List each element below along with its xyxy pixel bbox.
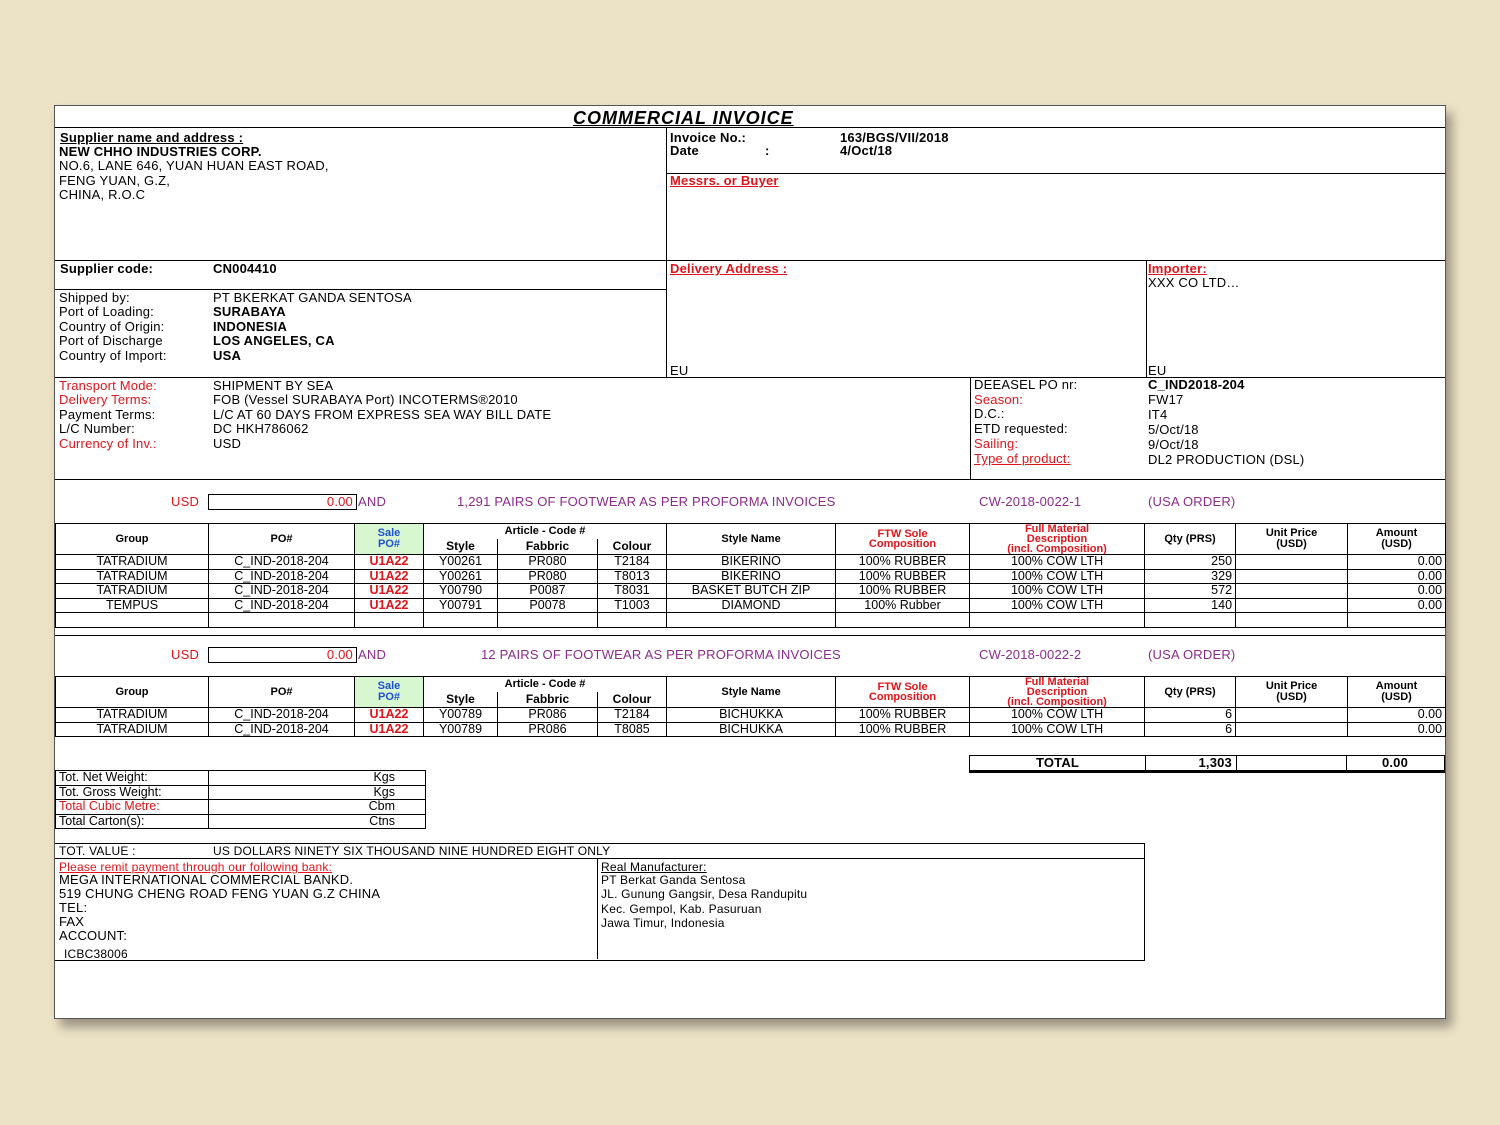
section1-amount: 0.00 (326, 494, 353, 509)
section2-and: AND (358, 647, 387, 662)
supplier-heading: Supplier name and address : (60, 130, 244, 145)
tot-value-label: TOT. VALUE : (59, 844, 136, 858)
cell-amount: 0.00 (1348, 555, 1446, 570)
weight-unit: Ctns (209, 814, 426, 829)
cell-qty: 329 (1145, 569, 1236, 584)
weight-unit: Cbm (209, 800, 426, 815)
weight-row (56, 800, 426, 815)
season-label: Season: (974, 392, 1024, 407)
etd: 5/Oct/18 (1148, 422, 1199, 437)
weight-label: Total Cubic Metre: (56, 800, 209, 815)
header-group: Group (56, 677, 209, 708)
pod: LOS ANGELES, CA (213, 333, 335, 348)
header-style-name: Style Name (667, 524, 836, 555)
cell-colour: T2184 (598, 555, 667, 570)
cell-style: Y00789 (424, 708, 498, 723)
supplier-name: NEW CHHO INDUSTRIES CORP. (59, 144, 262, 159)
section1-and: AND (358, 494, 387, 509)
cell-colour: T8013 (598, 569, 667, 584)
items-table-2 (55, 676, 1446, 737)
cell-sole: 100% RUBBER (836, 555, 970, 570)
weight-row (56, 771, 426, 786)
total-label: TOTAL (1035, 755, 1080, 770)
supplier-address-2: FENG YUAN, G.Z, (59, 173, 171, 188)
manufacturer-heading: Real Manufacturer: (601, 860, 707, 874)
header-qty: Qty (PRS) (1145, 524, 1236, 555)
cell-style: Y00261 (424, 555, 498, 570)
header-sale-po: Sale PO# (355, 524, 424, 555)
cell-sale: U1A22 (355, 584, 424, 599)
cell-style: Y00261 (424, 569, 498, 584)
dc: IT4 (1148, 407, 1168, 422)
import-country: USA (213, 348, 242, 363)
cell-amount: 0.00 (1348, 722, 1446, 737)
import-label: Country of Import: (59, 348, 167, 363)
cell-material: 100% COW LTH (970, 708, 1145, 723)
section2-amount: 0.00 (326, 647, 353, 662)
pol-label: Port of Loading: (59, 304, 154, 319)
cell-group: TEMPUS (56, 598, 209, 613)
cell-sole: 100% RUBBER (836, 569, 970, 584)
section1-currency: USD (171, 494, 200, 509)
cell-style-name: BICHUKKA (667, 708, 836, 723)
manufacturer-name: PT Berkat Ganda Sentosa (601, 873, 746, 887)
transport-mode: SHIPMENT BY SEA (213, 378, 334, 393)
cell-group: TATRADIUM (56, 569, 209, 584)
invoice-no: 163/BGS/VII/2018 (840, 130, 949, 145)
section1-description: 1,291 PAIRS OF FOOTWEAR AS PER PROFORMA INVOICES (457, 494, 836, 509)
cell-fabric: P0087 (498, 584, 598, 599)
section1-order: (USA ORDER) (1148, 494, 1236, 509)
bank-account-label: ACCOUNT: (59, 928, 128, 943)
supplier-code-label: Supplier code: (60, 261, 154, 276)
cell-po: C_IND-2018-204 (209, 598, 355, 613)
table-row (56, 555, 1446, 570)
bank-name: MEGA INTERNATIONAL COMMERCIAL BANKD. (59, 872, 354, 887)
cell-sole: 100% RUBBER (836, 722, 970, 737)
cell-fabric: P0078 (498, 598, 598, 613)
cell-style-name: BIKERINO (667, 569, 836, 584)
importer-label: Importer: (1148, 261, 1207, 276)
header-unit-price: Unit Price (USD) (1236, 524, 1348, 555)
header-colour: Colour (598, 692, 667, 707)
delivery-terms-label: Delivery Terms: (59, 392, 152, 407)
header-article: Article - Code # (424, 524, 667, 540)
origin-label: Country of Origin: (59, 319, 165, 334)
cell-style-name: BIKERINO (667, 555, 836, 570)
origin: INDONESIA (213, 319, 288, 334)
cell-style-name: DIAMOND (667, 598, 836, 613)
cell-style: Y00789 (424, 722, 498, 737)
table-row (56, 584, 1446, 599)
sailing: 9/Oct/18 (1148, 437, 1199, 452)
header-material: Full Material Description (incl. Composition) (970, 524, 1145, 555)
manufacturer-line-1: JL. Gunung Gangsir, Desa Randupitu (601, 887, 808, 901)
manufacturer-line-3: Jawa Timur, Indonesia (601, 916, 725, 930)
bank-tel: TEL: (59, 900, 88, 915)
section2-order: (USA ORDER) (1148, 647, 1236, 662)
header-material: Full Material Description (incl. Composition) (970, 677, 1145, 708)
cell-colour: T8031 (598, 584, 667, 599)
cell-sale: U1A22 (355, 722, 424, 737)
header-ftw-sole: FTW Sole Composition (836, 524, 970, 555)
dc-label: D.C.: (974, 406, 1005, 421)
cell-sale: U1A22 (355, 555, 424, 570)
weights-table (55, 770, 426, 829)
cell-fabric: PR086 (498, 722, 598, 737)
cell-style-name: BICHUKKA (667, 722, 836, 737)
cell-fabric: PR080 (498, 555, 598, 570)
section2-ref: CW-2018-0022-2 (979, 647, 1082, 662)
header-sale-po: Sale PO# (355, 677, 424, 708)
total-row (969, 755, 1445, 773)
header-style-name: Style Name (667, 677, 836, 708)
weight-label: Tot. Net Weight: (56, 771, 209, 786)
manufacturer-line-2: Kec. Gempol, Kab. Pasuruan (601, 902, 762, 916)
section2-currency: USD (171, 647, 200, 662)
weight-row (56, 814, 426, 829)
bank-heading: Please remit payment through our following bank: (59, 860, 333, 874)
table-row (56, 569, 1446, 584)
shipped-by: PT BKERKAT GANDA SENTOSA (213, 290, 412, 305)
header-amount: Amount (USD) (1348, 524, 1446, 555)
cell-unit (1236, 584, 1348, 599)
lc-label: L/C Number: (59, 421, 135, 436)
header-style: Style (424, 539, 498, 554)
invoice-no-label: Invoice No.: (670, 130, 747, 145)
po-number: C_IND2018-204 (1148, 377, 1245, 392)
payment-terms: L/C AT 60 DAYS FROM EXPRESS SEA WAY BILL DATE (213, 407, 552, 422)
lc-number: DC HKH786062 (213, 421, 309, 436)
cell-unit (1236, 569, 1348, 584)
header-article: Article - Code # (424, 677, 667, 693)
po-label: DEEASEL PO nr: (974, 377, 1078, 392)
date-colon: : (765, 143, 770, 158)
cell-po: C_IND-2018-204 (209, 708, 355, 723)
cell-unit (1236, 555, 1348, 570)
cell-fabric: PR080 (498, 569, 598, 584)
cell-amount: 0.00 (1348, 569, 1446, 584)
cell-material: 100% COW LTH (970, 555, 1145, 570)
cell-group: TATRADIUM (56, 555, 209, 570)
cell-sale: U1A22 (355, 598, 424, 613)
buyer-label: Messrs. or Buyer (670, 173, 779, 188)
cell-po: C_IND-2018-204 (209, 722, 355, 737)
cell-style-name: BASKET BUTCH ZIP (667, 584, 836, 599)
cell-amount: 0.00 (1348, 584, 1446, 599)
cell-colour: T1003 (598, 598, 667, 613)
section1-ref: CW-2018-0022-1 (979, 494, 1082, 509)
header-colour: Colour (598, 539, 667, 554)
header-amount: Amount (USD) (1348, 677, 1446, 708)
table-row (56, 708, 1446, 723)
delivery-region: EU (670, 363, 689, 378)
importer-region: EU (1148, 363, 1167, 378)
tot-value: US DOLLARS NINETY SIX THOUSAND NINE HUNDRED EIGHT ONLY (213, 844, 611, 858)
total-qty: 1,303 (1198, 755, 1232, 770)
shipped-by-label: Shipped by: (59, 290, 130, 305)
invoice-sheet (54, 105, 1446, 1019)
items-table-1 (55, 523, 1446, 628)
supplier-code: CN004410 (213, 261, 277, 276)
cell-unit (1236, 722, 1348, 737)
currency-label: Currency of Inv.: (59, 436, 157, 451)
season: FW17 (1148, 392, 1184, 407)
header-fabric: Fabbric (498, 692, 598, 707)
transport-label: Transport Mode: (59, 378, 157, 393)
cell-group: TATRADIUM (56, 584, 209, 599)
cell-style: Y00791 (424, 598, 498, 613)
cell-group: TATRADIUM (56, 708, 209, 723)
product-type-label: Type of product: (974, 451, 1071, 466)
payment-label: Payment Terms: (59, 407, 156, 422)
header-style: Style (424, 692, 498, 707)
cell-style: Y00790 (424, 584, 498, 599)
weight-unit: Kgs (209, 771, 426, 786)
date-label: Date (670, 143, 699, 158)
header-unit-price: Unit Price (USD) (1236, 677, 1348, 708)
product-type: DL2 PRODUCTION (DSL) (1148, 452, 1305, 467)
supplier-address-1: NO.6, LANE 646, YUAN HUAN EAST ROAD, (59, 158, 329, 173)
cell-sole: 100% Rubber (836, 598, 970, 613)
cell-material: 100% COW LTH (970, 598, 1145, 613)
weight-unit: Kgs (209, 785, 426, 800)
delivery-address-label: Delivery Address : (670, 261, 788, 276)
cell-group: TATRADIUM (56, 722, 209, 737)
header-fabric: Fabbric (498, 539, 598, 554)
cell-qty: 140 (1145, 598, 1236, 613)
page-title: COMMERCIAL INVOICE (573, 108, 794, 128)
cell-po: C_IND-2018-204 (209, 584, 355, 599)
invoice-date: 4/Oct/18 (840, 143, 893, 158)
cell-material: 100% COW LTH (970, 584, 1145, 599)
pol: SURABAYA (213, 304, 286, 319)
total-amount: 0.00 (1381, 755, 1409, 770)
cell-qty: 6 (1145, 722, 1236, 737)
cell-amount: 0.00 (1348, 708, 1446, 723)
currency: USD (213, 436, 242, 451)
cell-po: C_IND-2018-204 (209, 555, 355, 570)
cell-sole: 100% RUBBER (836, 584, 970, 599)
cell-material: 100% COW LTH (970, 569, 1145, 584)
header-group: Group (56, 524, 209, 555)
weight-label: Total Carton(s): (56, 814, 209, 829)
cell-po: C_IND-2018-204 (209, 569, 355, 584)
cell-sole: 100% RUBBER (836, 708, 970, 723)
table-row (56, 722, 1446, 737)
cell-amount: 0.00 (1348, 598, 1446, 613)
pod-label: Port of Discharge (59, 333, 163, 348)
weight-label: Tot. Gross Weight: (56, 785, 209, 800)
header-qty: Qty (PRS) (1145, 677, 1236, 708)
cell-unit (1236, 708, 1348, 723)
header-po: PO# (209, 524, 355, 555)
cell-material: 100% COW LTH (970, 722, 1145, 737)
sailing-label: Sailing: (974, 436, 1019, 451)
cell-colour: T2184 (598, 708, 667, 723)
section2-description: 12 PAIRS OF FOOTWEAR AS PER PROFORMA INVOICES (481, 647, 841, 662)
header-ftw-sole: FTW Sole Composition (836, 677, 970, 708)
weight-row (56, 785, 426, 800)
cell-qty: 6 (1145, 708, 1236, 723)
etd-label: ETD requested: (974, 421, 1068, 436)
bank-fax: FAX (59, 914, 85, 929)
cell-sale: U1A22 (355, 708, 424, 723)
delivery-terms: FOB (Vessel SURABAYA Port) INCOTERMS®2010 (213, 392, 518, 407)
cell-colour: T8085 (598, 722, 667, 737)
table-row (56, 598, 1446, 613)
cell-sale: U1A22 (355, 569, 424, 584)
bank-account-number: ICBC38006 (64, 947, 128, 961)
header-po: PO# (209, 677, 355, 708)
cell-qty: 572 (1145, 584, 1236, 599)
cell-qty: 250 (1145, 555, 1236, 570)
supplier-address-3: CHINA, R.O.C (59, 187, 146, 202)
cell-fabric: PR086 (498, 708, 598, 723)
importer-name: XXX CO LTD… (1148, 275, 1240, 290)
cell-unit (1236, 598, 1348, 613)
bank-address: 519 CHUNG CHENG ROAD FENG YUAN G.Z CHINA (59, 886, 381, 901)
